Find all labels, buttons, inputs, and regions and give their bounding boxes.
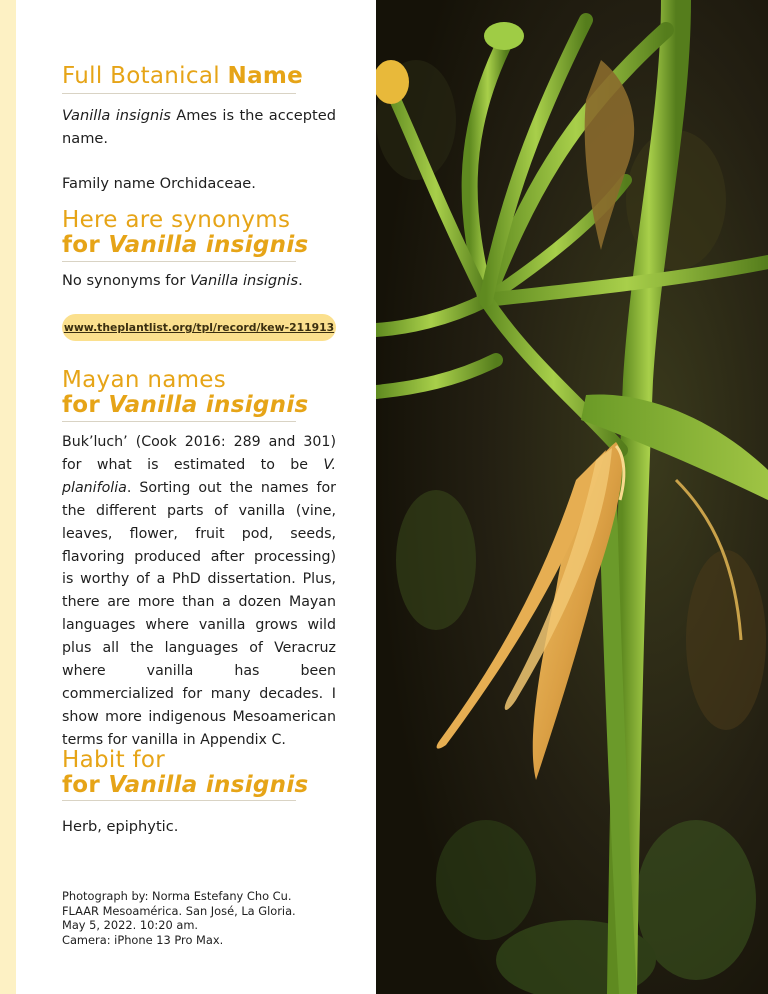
heading-light-part: Full Botanical [62,63,228,89]
page-edge-stripe [0,0,16,994]
heading-bold-part: Name [227,63,304,89]
heading-species: Vanilla insignis [108,232,309,258]
species-name: Vanilla insignis [189,272,299,289]
species-name: Vanilla insignis [62,107,171,124]
heading-light-part: Mayan names [62,367,227,393]
synonyms-heading [62,208,362,258]
heading-rule [62,800,296,801]
habit-text: Herb, epiphytic. [62,818,179,835]
synonyms-text [62,269,362,292]
heading-rule [62,261,296,262]
synonyms-prefix: No synonyms for [62,272,190,289]
photo-credit [62,889,362,947]
synonyms-suffix: . [298,272,303,289]
heading-species: Vanilla insignis [108,772,309,798]
habit-heading [62,748,362,798]
credit-line: Camera: iPhone 13 Pro Max. [62,932,224,947]
plantlist-link[interactable]: www.theplantlist.org/tpl/record/kew-211913 [62,314,336,341]
accepted-name-text [62,104,336,150]
heading-light-part: Here are synonyms [62,207,291,233]
mayan-names-heading [62,368,362,418]
heading-for: for [62,392,109,418]
mayan-text-b: . Sorting out the names for the different parts of vanilla (vine, leaves, flower, fruit pod, seeds, flavoring produced after processing) is worthy of a PhD dissertation. Plus, there are more than a dozen Mayan languages where vanilla grows wild plus all the languages of Veracruz where vanilla has been commercialized for many decades. I show more indigenous Mesoamerican terms for vanilla in Appendix C. [62,479,336,748]
mayan-text-a: Buk’luch’ (Cook 2016: 289 and 301) for what is estimated to be [62,434,336,473]
credit-line: FLAAR Mesoamérica. San José, La Gloria. [62,903,296,918]
accepted-name-rest: Ames is the accepted name. [62,107,336,147]
family-text: Family name Orchidaceae. [62,175,256,192]
heading-for: for [62,772,109,798]
heading-for: for [62,232,109,258]
credit-line: Photograph by: Norma Estefany Cho Cu. [62,889,292,903]
heading-species: Vanilla insignis [108,392,309,418]
mayan-names-paragraph [62,431,336,752]
heading-rule [62,93,296,94]
botanical-name-heading [62,64,362,89]
heading-rule [62,421,296,422]
credit-line: May 5, 2022. 10:20 am. [62,918,199,933]
species-name: V. planifolia [62,456,336,496]
heading-light-part: Habit for [62,747,166,773]
vanilla-flower-photo [376,0,768,994]
